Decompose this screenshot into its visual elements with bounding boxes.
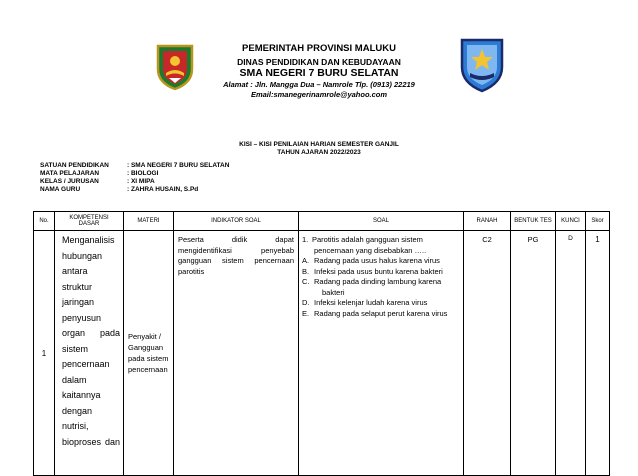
department-name: DINAS PENDIDIKAN DAN KEBUDAYAAN [237, 57, 401, 67]
info-value: : SMA NEGERI 7 BURU SELATAN [127, 162, 230, 169]
table-header-row [34, 212, 610, 231]
option-letter: B. [302, 266, 310, 276]
header-kompetensi [55, 212, 124, 231]
header-kompetensi-line2: DASAR [78, 221, 100, 227]
question-line: Parotitis adalah gangguan sistem [312, 235, 423, 244]
kompetensi-line: dengan [62, 405, 93, 416]
header-ranah: RANAH [464, 212, 511, 231]
cell-no: 1 [34, 231, 55, 476]
question-line: pencernaan yang disebabkan ….. [314, 245, 427, 255]
kompetensi-line: jaringan [62, 297, 95, 307]
option-text: Infeksi kelenjar ludah karena virus [314, 298, 428, 307]
info-value: : BIOLOGI [127, 170, 159, 177]
cell-bentuk-tes: PG [511, 231, 556, 476]
answer-option [302, 309, 460, 320]
header-kompetensi-line1: KOMPETENSI [69, 215, 109, 221]
indikator-line: Peserta didik dapat [178, 235, 294, 244]
school-name: SMA NEGERI 7 BURU SELATAN [239, 67, 399, 79]
kompetensi-line: kaitannya [62, 390, 101, 400]
indikator-line: gangguan sistem pencernaan [178, 256, 294, 265]
kompetensi-line: penyusun [62, 312, 102, 323]
cell-soal [299, 231, 464, 476]
answer-option [302, 298, 460, 309]
info-label: KELAS / JURUSAN [40, 178, 99, 185]
question-number: 1. [302, 235, 309, 244]
cell-indikator [174, 231, 299, 476]
kompetensi-line: organ pada [62, 328, 120, 338]
school-email: Email:smanegerinamrole@yahoo.com [250, 90, 388, 99]
info-label: MATA PELAJARAN [40, 170, 100, 177]
document-subtitle: TAHUN AJARAN 2022/2023 [277, 149, 361, 156]
materi-line: pada sistem [128, 354, 169, 363]
header-skor: Skor [586, 212, 610, 231]
kompetensi-line: bioproses dan [62, 436, 120, 447]
option-text: Infeksi pada usus buntu karena bakteri [314, 266, 443, 276]
option-letter: C. [302, 277, 310, 286]
header-kunci: KUNCI [556, 212, 586, 231]
cell-kunci: D [556, 231, 586, 476]
option-text-continued: bakteri [322, 287, 345, 297]
header-materi: MATERI [124, 212, 174, 231]
header-no: No. [34, 212, 55, 231]
materi-line: Gangguan [128, 343, 164, 352]
info-label: SATUAN PENDIDIKAN [40, 162, 109, 169]
kisi-kisi-table [33, 211, 610, 476]
kompetensi-line: nutrisi, [62, 421, 89, 431]
answer-options [302, 256, 460, 319]
kompetensi-line: sistem [62, 343, 89, 354]
indikator-line: mengidentifikasi penyebab [178, 245, 294, 255]
kompetensi-line: antara [62, 266, 88, 276]
materi-line: Penyakit / [128, 332, 161, 341]
kompetensi-line: pencernaan [62, 359, 110, 369]
option-letter: A. [302, 256, 310, 265]
option-letter: D. [302, 298, 310, 307]
option-text: Radang pada selaput perut karena virus [314, 308, 448, 318]
cell-ranah: C2 [464, 231, 511, 476]
info-value: : XI MIPA [127, 178, 155, 185]
cell-skor: 1 [586, 231, 610, 476]
indikator-line: parotitis [178, 266, 205, 276]
option-text: Radang pada dinding lambung karena [314, 277, 442, 286]
school-address: Alamat : Jln. Mangga Dua – Namrole Tlp. (0913) 22219 [223, 80, 415, 89]
info-label: NAMA GURU [40, 186, 81, 193]
kompetensi-line: hubungan [62, 250, 103, 261]
option-text: Radang pada usus halus karena virus [314, 256, 440, 265]
kompetensi-line: Menganalisis [62, 235, 115, 245]
government-name: PEMERINTAH PROVINSI MALUKU [242, 43, 396, 54]
cell-materi [124, 231, 174, 476]
table-row [34, 231, 610, 476]
materi-line: pencernaan [128, 365, 168, 374]
header-bentuk-tes: BENTUK TES [511, 212, 556, 231]
answer-option [302, 256, 460, 267]
header-soal: SOAL [299, 212, 464, 231]
header-indikator: INDIKATOR SOAL [174, 212, 299, 231]
answer-option [302, 277, 460, 298]
kompetensi-line: dalam [62, 374, 87, 385]
cell-kompetensi [55, 231, 124, 476]
question-text [302, 235, 460, 246]
kompetensi-line: struktur [62, 281, 93, 292]
answer-option [302, 267, 460, 278]
option-letter: E. [302, 308, 310, 318]
info-value: : ZAHRA HUSAIN, S.Pd [127, 186, 199, 193]
school-emblem [458, 37, 506, 93]
document-title: KISI – KISI PENILAIAN HARIAN SEMESTER GANJIL [239, 141, 399, 148]
